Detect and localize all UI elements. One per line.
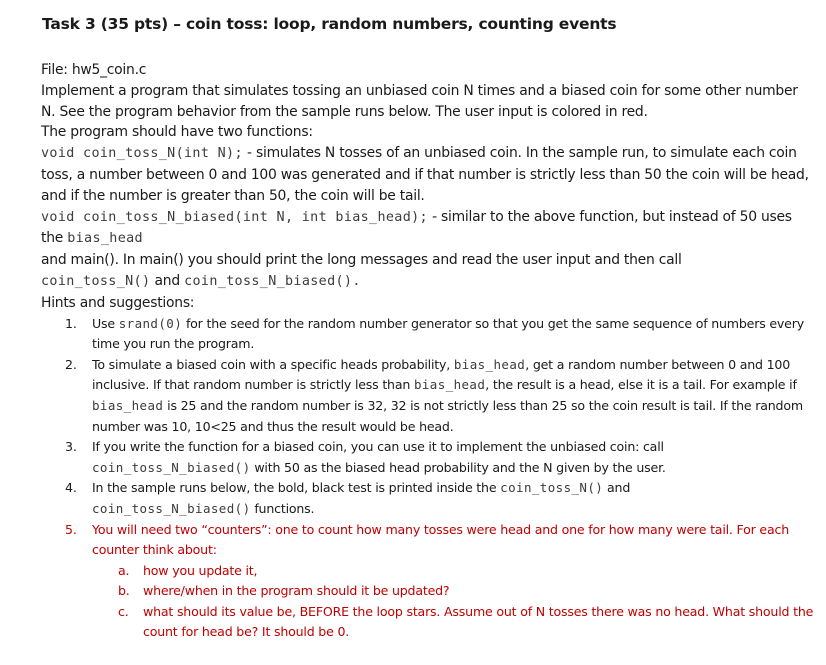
hint-text: and bbox=[603, 480, 631, 496]
hint-number: 4. bbox=[65, 480, 77, 496]
hint-3 bbox=[41, 437, 816, 478]
function-2-signature: void coin_toss_N_biased(int N, int bias_head); bbox=[41, 209, 428, 225]
function-1-description bbox=[41, 143, 816, 206]
hint-5 bbox=[41, 520, 816, 644]
hint-text: To simulate a biased coin with a specific heads probability, bbox=[92, 356, 454, 372]
hint-1 bbox=[41, 314, 816, 355]
task-body bbox=[41, 60, 816, 643]
hint-text: If you write the function for a biased coin, you can use it to implement the unbiased coin: call bbox=[92, 439, 664, 455]
hint-text: Use bbox=[92, 315, 119, 331]
hint-code: bias_head bbox=[413, 377, 486, 393]
sub-letter: a. bbox=[118, 562, 130, 578]
main-call-2: coin_toss_N_biased() bbox=[184, 273, 353, 289]
function-1-text: - simulates N tosses of an unbiased coin. In the sample run, to simulate each coin toss, a number between 0 and 100 was generated and if that number is strictly less than 50 the coin will be head, and if the number is greater than 50, the coin will be tail. bbox=[41, 145, 809, 204]
sub-text: what should its value be, BEFORE the loop stars. Assume out of N tosses there was no head. What should the count for head be? It should be 0. bbox=[143, 603, 814, 640]
hint-number: 2. bbox=[65, 356, 77, 372]
file-line: File: hw5_coin.c bbox=[41, 62, 147, 78]
hint-text: You will need two “counters”: one to count how many tosses were head and one for how many were tail. For each counter think about: bbox=[92, 521, 789, 558]
hints-header: Hints and suggestions: bbox=[41, 294, 195, 311]
two-functions-line: The program should have two functions: bbox=[41, 124, 313, 141]
counter-questions bbox=[92, 561, 816, 643]
function-1-signature: void coin_toss_N(int N); bbox=[41, 146, 243, 162]
hint-text: for the seed for the random number generator so that you get the same sequence of numbers every time you run the program. bbox=[92, 315, 804, 352]
hint-text: , get a random number between 0 and 100 inclusive. If that random number is strictly less than bbox=[92, 356, 791, 393]
sub-letter: b. bbox=[118, 583, 130, 599]
hint-4 bbox=[41, 478, 816, 519]
sub-text: where/when in the program should it be updated? bbox=[143, 583, 450, 599]
hints-list bbox=[41, 314, 816, 644]
task-title: Task 3 (35 pts) – coin toss: loop, random numbers, counting events bbox=[42, 15, 617, 33]
hint-text: In the sample runs below, the bold, black test is printed inside the bbox=[92, 480, 501, 496]
hint-text: , the result is a head, else it is a tail. For example if bbox=[485, 377, 797, 393]
hint-code: coin_toss_N() bbox=[500, 480, 604, 496]
hint-code: srand(0) bbox=[118, 315, 183, 331]
hint-code: bias_head bbox=[453, 356, 526, 372]
counter-question-c bbox=[92, 602, 816, 643]
main-text: and main(). In main() you should print the long messages and read the user input and then call bbox=[41, 252, 682, 269]
main-description bbox=[41, 250, 816, 293]
hint-text: functions. bbox=[250, 500, 315, 516]
main-and: and bbox=[150, 272, 185, 289]
intro-paragraph: Implement a program that simulates tossing an unbiased coin N times and a biased coin for some other number N. See the program behavior from the sample runs below. The user input is colored in red. bbox=[41, 82, 798, 120]
function-2-text: - similar to the above function, but instead of 50 uses the bbox=[41, 208, 792, 247]
main-call-1: coin_toss_N() bbox=[41, 273, 151, 289]
hint-code: bias_head bbox=[92, 397, 164, 413]
counter-question-a bbox=[92, 561, 816, 582]
hint-text: with 50 as the biased head probability and the N given by the user. bbox=[250, 459, 666, 475]
hint-code: coin_toss_N_biased() bbox=[92, 500, 251, 516]
sub-letter: c. bbox=[118, 603, 129, 619]
hint-text: is 25 and the random number is 32, 32 is not strictly less than 25 so the coin result is tail. If the random number was 10, 10<25 and thus the result would be head. bbox=[92, 397, 803, 434]
hint-number: 1. bbox=[65, 315, 77, 331]
hint-number: 3. bbox=[65, 439, 77, 455]
main-period: . bbox=[352, 273, 361, 289]
counter-question-b bbox=[92, 581, 816, 602]
function-2-description bbox=[41, 207, 816, 251]
hint-number: 5. bbox=[65, 521, 77, 537]
sub-text: how you update it, bbox=[143, 562, 258, 578]
hint-code: coin_toss_N_biased() bbox=[92, 459, 251, 475]
function-2-bias-code: bias_head bbox=[67, 231, 143, 247]
hint-2 bbox=[41, 355, 816, 437]
